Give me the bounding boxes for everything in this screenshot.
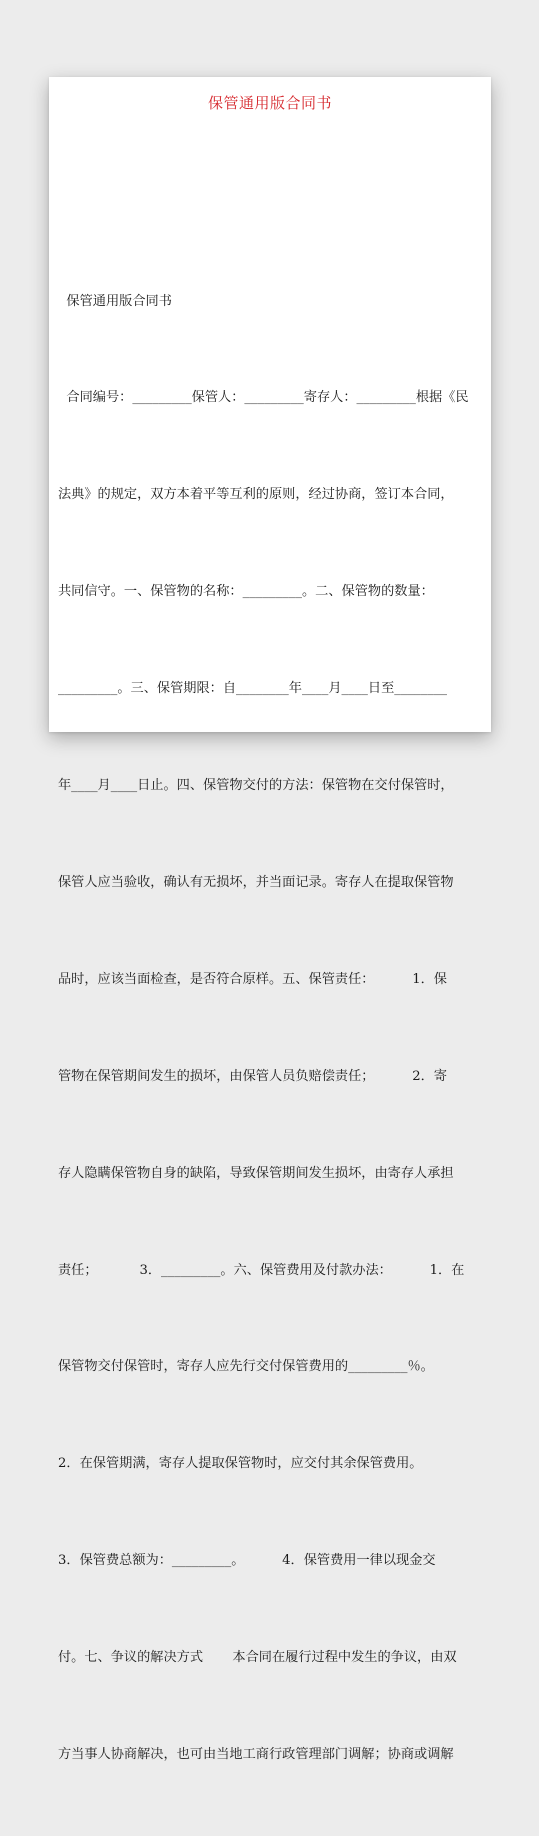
body-line: _________。三、保管期限：自________年____月____日至________ (58, 681, 448, 697)
body-line: 方当事人协商解决，也可由当地工商行政管理部门调解；协商或调解 (58, 1746, 454, 1762)
body-line: 付。七、争议的解决方式 本合同在履行过程中发生的争议，由双 (58, 1650, 457, 1666)
body-line: 保管物交付保管时，寄存人应先行交付保管费用的_________％。 (58, 1359, 434, 1375)
document-title: 保管通用版合同书 (207, 94, 332, 112)
body-line: 品时，应该当面检查，是否符合原样。五、保管责任： 1．保 (58, 971, 447, 987)
body-line: 共同信守。一、保管物的名称：_________。二、保管物的数量： (58, 584, 434, 600)
body-line: 法典》的规定，双方本着平等互利的原则，经过协商，签订本合同， (58, 487, 454, 503)
body-line: 管物在保管期间发生的损坏，由保管人员负赔偿责任； 2．寄 (58, 1068, 447, 1084)
body-line: 合同编号：_________保管人：_________寄存人：_________根据《民 (58, 390, 469, 406)
document-body (58, 221, 491, 1836)
body-line: 年____月____日止。四、保管物交付的方法：保管物在交付保管时， (58, 778, 454, 794)
body-line: 保管人应当验收，确认有无损坏，并当面记录。寄存人在提取保管物 (58, 874, 454, 890)
body-line: 责任； 3．_________。六、保管费用及付款办法： 1．在 (58, 1262, 465, 1278)
body-line: 2．在保管期满，寄存人提取保管物时，应交付其余保管费用。 (58, 1456, 423, 1472)
body-line: 保管通用版合同书 (58, 293, 172, 309)
body-line: 3．保管费总额为：_________。 4．保管费用一律以现金交 (58, 1553, 436, 1569)
body-line: 存人隐瞒保管物自身的缺陷，导致保管期间发生损坏，由寄存人承担 (58, 1165, 454, 1181)
document-page (49, 77, 491, 1762)
